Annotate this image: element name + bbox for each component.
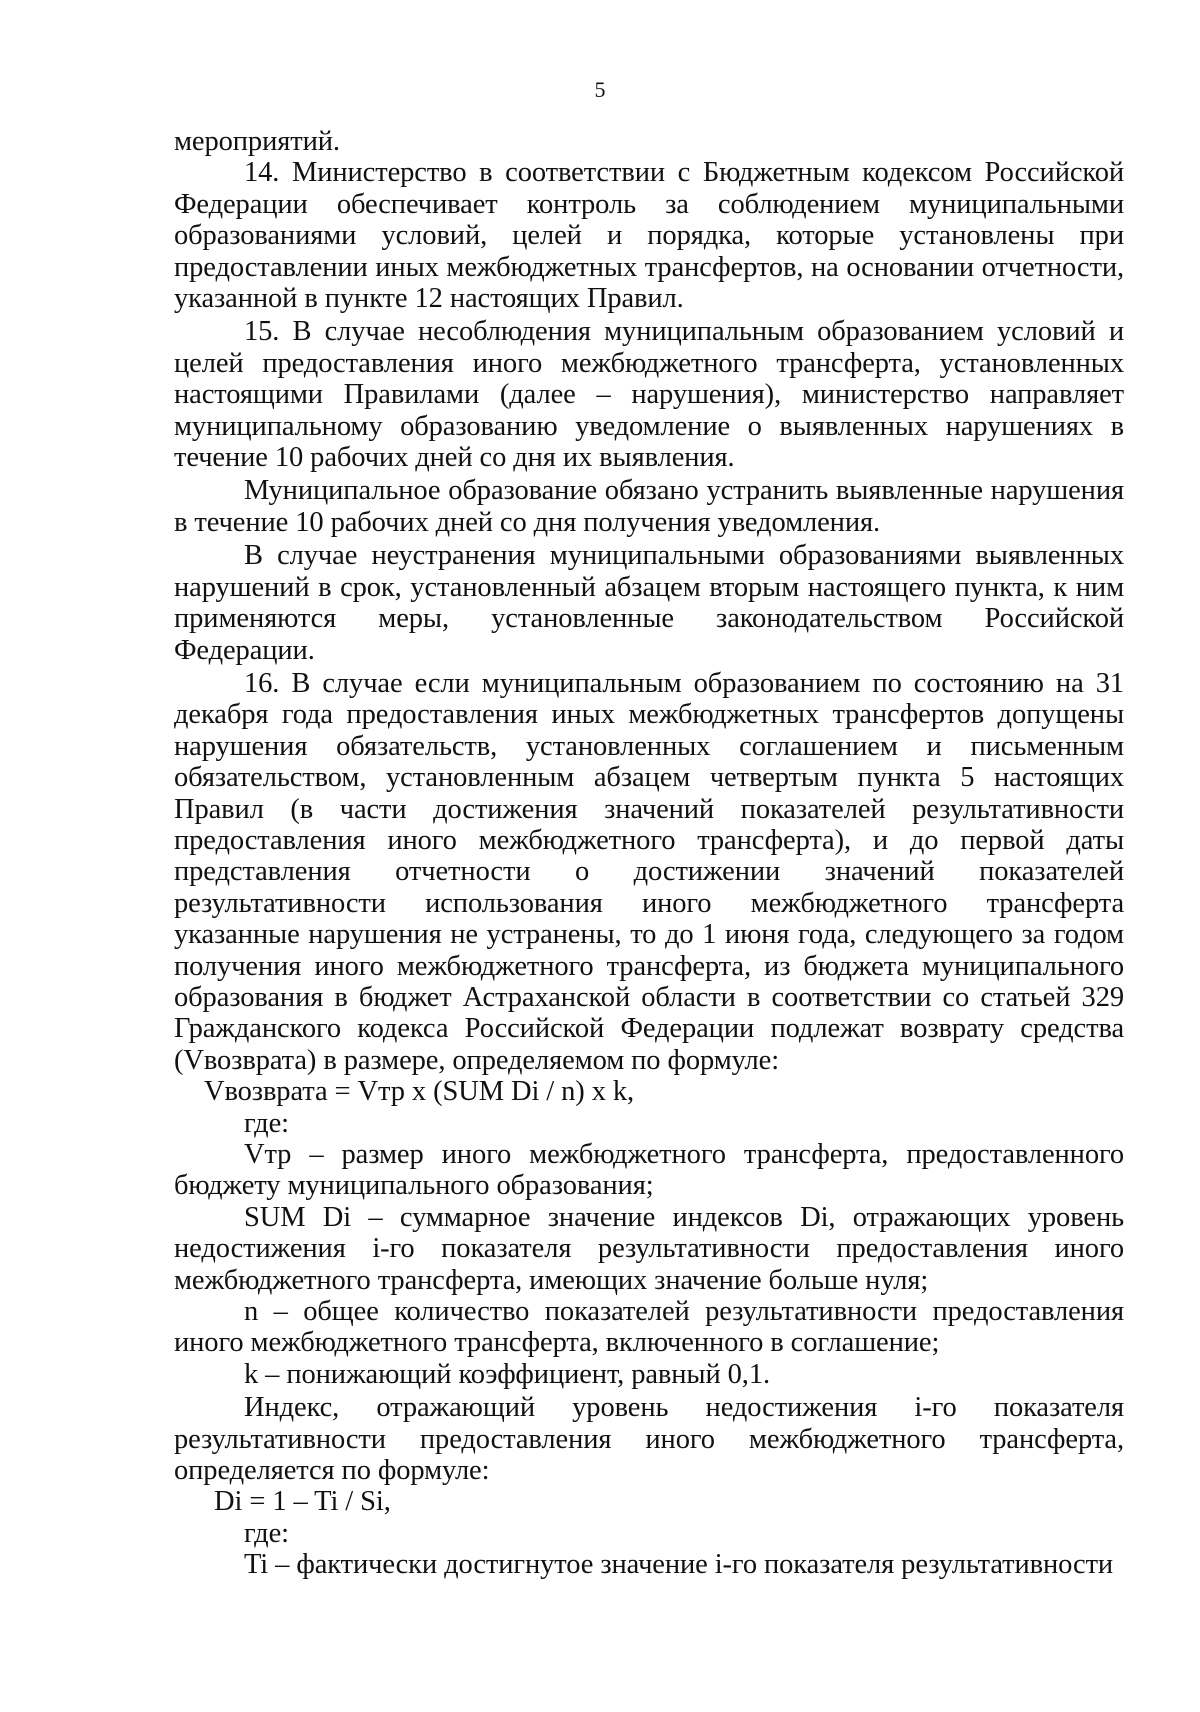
document-body [174,126,1124,1581]
formula-return-amount: Vвозврата = Vтр x (SUM Di / n) x k, [204,1076,635,1108]
definition-n: n – общее количество показателей результативности предоставления иного межбюджетного трансферта, включенного в соглашение; [174,1296,1124,1359]
definition-sum-di: SUM Di – суммарное значение индексов Di, отражающих уровень недостижения i-го показателя результативности предоставления иного межбюджетного трансферта, имеющих значение больше нуля; [174,1201,1124,1296]
paragraph-15: 15. В случае несоблюдения муниципальным образованием условий и целей предоставления иного межбюджетного трансферта, установленных настоящими Правилами (далее – нарушения), министерство направляет муниципальному образованию уведомление о выявленных нарушениях в течение 10 рабочих дней со дня их выявления. [174,316,1124,474]
paragraph-15-third: В случае неустранения муниципальными образованиями выявленных нарушений в срок, установленный абзацем вторым настоящего пункта, к ним применяются меры, установленные законодательством Российской Федерации. [174,540,1124,666]
where-label: где: [244,1107,289,1139]
page-number: 5 [594,77,606,102]
index-intro: Индекс, отражающий уровень недостижения i-го показателя результативности предоставления иного межбюджетного трансферта, определяется по формуле: [174,1392,1124,1487]
definition-ti: Ti – фактически достигнутое значение i-го показателя результативности [244,1549,1114,1581]
formula-index: Di = 1 – Ti / Si, [214,1486,391,1518]
paragraph-16: 16. В случае если муниципальным образованием по состоянию на 31 декабря года предоставления иных межбюджетных трансфертов допущены нарушения обязательств, установленных соглашением и письменным обязательством, установленным абзацем четвертым пункта 5 настоящих Правил (в части достижения значений показателей результативности предоставления иного межбюджетного трансферта), и до первой даты представления отчетности о достижении значений показателей результативности использования иного межбюджетного трансферта указанные нарушения не устранены, то до 1 июня года, следующего за годом получения иного межбюджетного трансферта, из бюджета муниципального образования в бюджет Астраханской области в соответствии со статьей 329 Гражданского кодекса Российской Федерации подлежат возврату средства (Vвозврата) в размере, определяемом по формуле: [174,667,1124,1076]
paragraph-15-second: Муниципальное образование обязано устранить выявленные нарушения в течение 10 рабочих дней со дня получения уведомления. [174,475,1124,538]
definition-vtr: Vтр – размер иного межбюджетного трансферта, предоставленного бюджету муниципального образования; [174,1139,1124,1202]
paragraph-14: 14. Министерство в соответствии с Бюджетным кодексом Российской Федерации обеспечивает контроль за соблюдением муниципальными образованиями условий, целей и порядка, которые установлены при предоставлении иных межбюджетных трансфертов, на основании отчетности, указанной в пункте 12 настоящих Правил. [174,157,1124,315]
where-label-second: где: [244,1517,289,1549]
paragraph-continuation: мероприятий. [174,126,340,157]
definition-k: k – понижающий коэффициент, равный 0,1. [244,1358,770,1390]
